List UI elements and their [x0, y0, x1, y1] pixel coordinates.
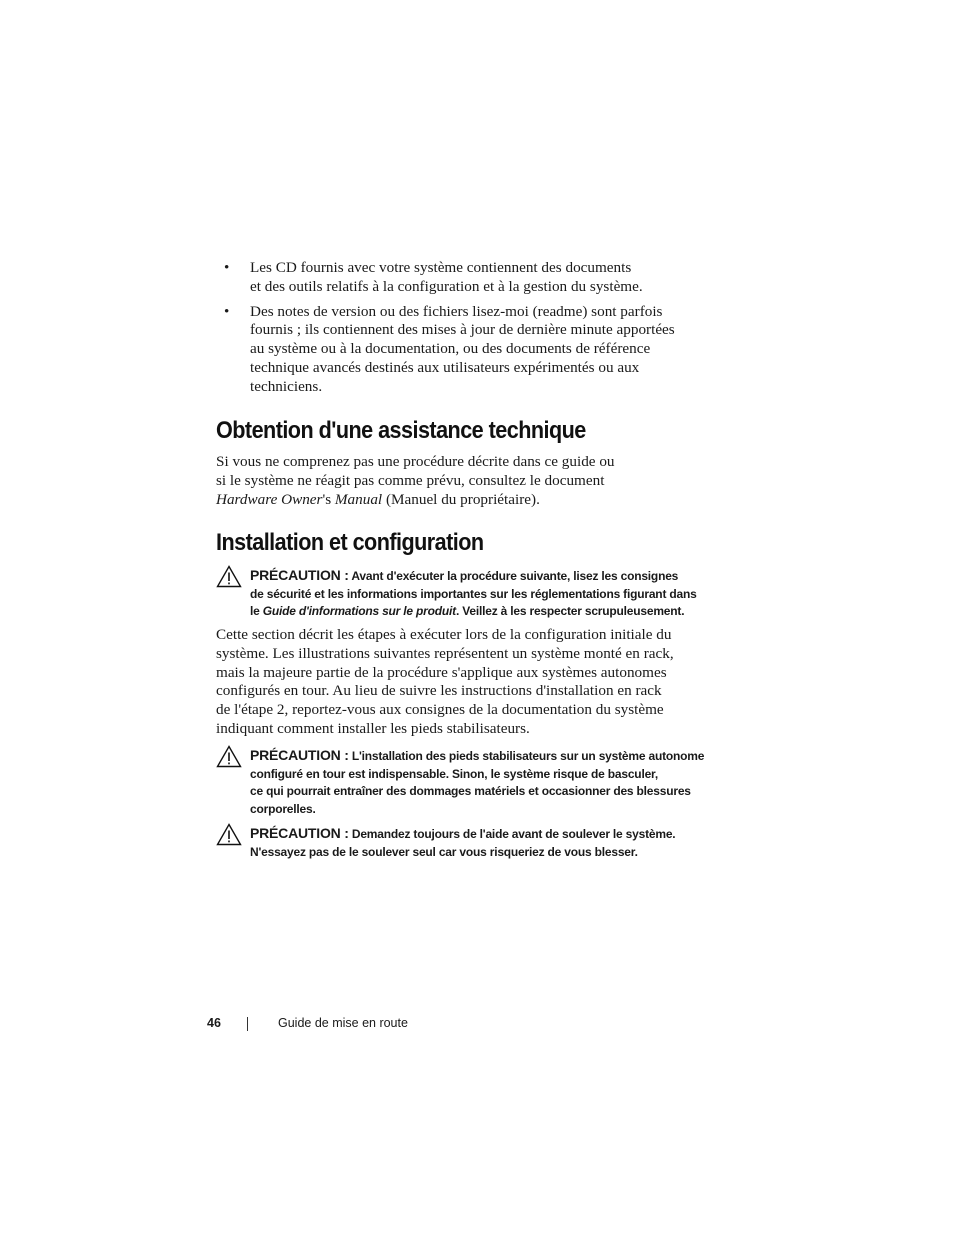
document-title-italic: Manual	[331, 490, 383, 508]
caution-text: Demandez toujours de l'aide avant de soulever le système.	[348, 827, 676, 841]
paragraph-line: Cette section décrit les étapes à exécuter lors de la configuration initiale du	[216, 626, 672, 643]
paragraph-line: indiquant comment installer les pieds stabilisateurs.	[216, 719, 530, 737]
technical-assistance-paragraph	[216, 453, 615, 509]
footer-document-title: Guide de mise en route	[278, 1016, 408, 1030]
paragraph-line: si le système ne réagit pas comme prévu, consultez le document	[216, 471, 605, 489]
caution-label: PRÉCAUTION :	[250, 567, 349, 583]
bullet-text-line: et des outils relatifs à la configuration et à la gestion du système.	[250, 277, 643, 295]
intro-bullet-list	[222, 259, 722, 403]
caution-text: N'essayez pas de le soulever seul car vous risqueriez de vous blesser.	[250, 844, 638, 859]
bullet-text-line: Des notes de version ou des fichiers lisez-moi (readme) sont parfois	[250, 302, 663, 320]
caution-text: ce qui pourrait entraîner des dommages matériels et occasionner des blessures	[250, 784, 691, 798]
product-info-guide-title: Guide d'informations sur le produit	[262, 604, 456, 618]
caution-label: PRÉCAUTION :	[250, 747, 349, 763]
installation-paragraph	[216, 626, 674, 739]
caution-text: le	[250, 604, 263, 618]
caution-text: L'installation des pieds stabilisateurs sur un système autonome	[348, 749, 705, 763]
document-title-italic: Hardware Owner	[216, 490, 323, 508]
section-heading-technical-assistance: Obtention d'une assistance technique	[216, 417, 586, 444]
bullet-marker: •	[224, 259, 230, 276]
caution-label: PRÉCAUTION :	[250, 825, 349, 841]
warning-triangle-icon	[216, 565, 242, 588]
caution-text: Avant d'exécuter la procédure suivante, lisez les consignes	[348, 569, 679, 583]
paragraph-line: mais la majeure partie de la procédure s'applique aux systèmes autonomes	[216, 663, 667, 681]
paragraph-line	[216, 491, 615, 510]
section-heading-installation: Installation et configuration	[216, 529, 484, 556]
caution-text: corporelles.	[250, 801, 316, 816]
list-item	[222, 259, 722, 297]
paragraph-line: système. Les illustrations suivantes représentent un système monté en rack,	[216, 644, 674, 662]
warning-triangle-icon	[216, 823, 242, 846]
caution-notice	[216, 567, 736, 621]
caution-notice	[216, 825, 736, 861]
bullet-text-line: au système ou à la documentation, ou des documents de référence	[250, 340, 651, 358]
footer-divider	[247, 1017, 248, 1031]
caution-notice	[216, 747, 736, 818]
paragraph-line: configurés en tour. Au lieu de suivre les instructions d'installation en rack	[216, 682, 662, 700]
caution-text: . Veillez à les respecter scrupuleusement.	[455, 604, 685, 618]
bullet-marker: •	[224, 302, 230, 320]
bullet-text-line: techniciens.	[250, 377, 323, 395]
paragraph-line: de l'étape 2, reportez-vous aux consignes de la documentation du système	[216, 701, 664, 719]
bullet-text-line: technique avancés destinés aux utilisateurs expérimentés ou aux	[250, 358, 640, 376]
bullet-text-line: fournis ; ils contiennent des mises à jour de dernière minute apportées	[250, 321, 675, 339]
caution-text: de sécurité et les informations importantes sur les réglementations figurant dans	[250, 586, 697, 601]
document-title-translation: (Manuel du propriétaire).	[382, 490, 540, 508]
document-title-apostrophe: 's	[322, 490, 332, 508]
page-number: 46	[207, 1016, 221, 1030]
caution-text: configuré en tour est indispensable. Sinon, le système risque de basculer,	[250, 766, 658, 781]
bullet-text-line: Les CD fournis avec votre système contiennent des documents	[250, 259, 632, 276]
list-item	[222, 303, 722, 397]
warning-triangle-icon	[216, 745, 242, 768]
paragraph-line: Si vous ne comprenez pas une procédure décrite dans ce guide ou	[216, 453, 615, 470]
